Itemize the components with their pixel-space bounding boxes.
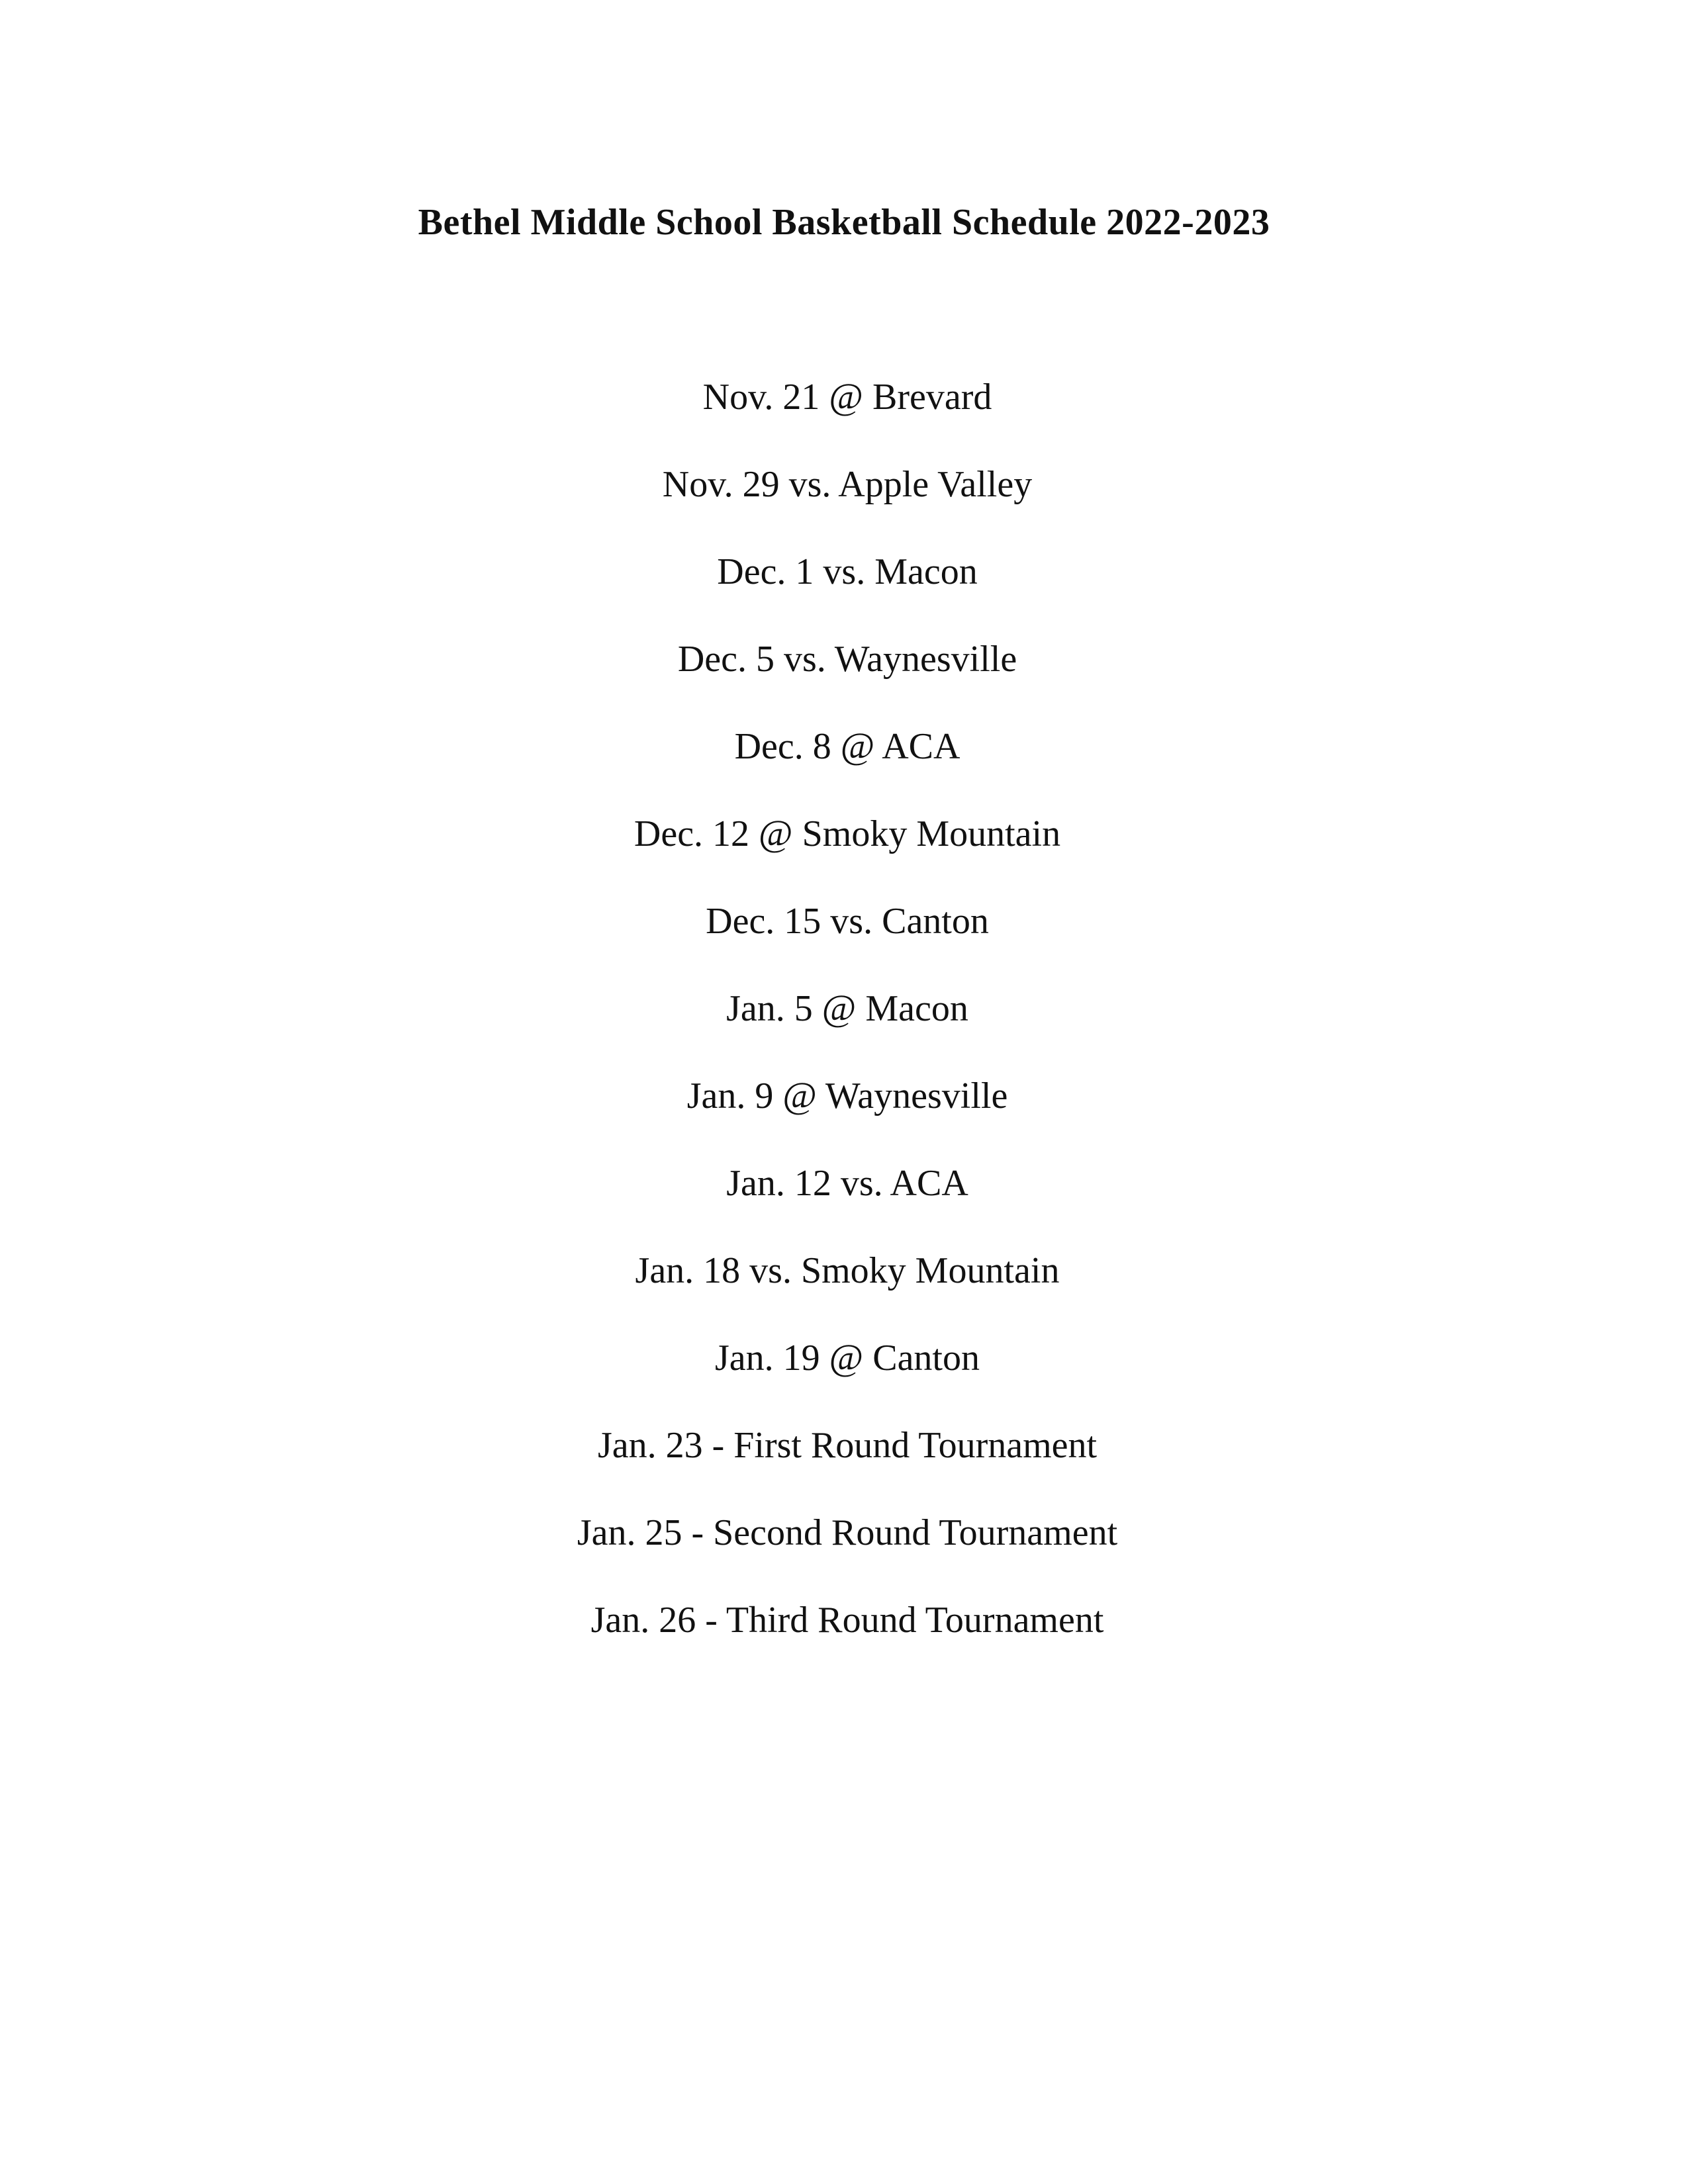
schedule-item: Jan. 18 vs. Smoky Mountain <box>635 1250 1060 1291</box>
schedule-item: Jan. 12 vs. ACA <box>726 1163 968 1204</box>
schedule-item: Dec. 5 vs. Waynesville <box>677 639 1017 680</box>
schedule-item: Nov. 21 @ Brevard <box>702 377 992 418</box>
schedule-item: Dec. 1 vs. Macon <box>717 551 978 592</box>
schedule-item: Jan. 26 - Third Round Tournament <box>590 1600 1104 1641</box>
page-title: Bethel Middle School Basketball Schedule 2022-2023 <box>418 202 1270 243</box>
schedule-item: Jan. 23 - First Round Tournament <box>597 1425 1098 1466</box>
schedule-item: Jan. 25 - Second Round Tournament <box>577 1512 1118 1553</box>
schedule-item: Dec. 12 @ Smoky Mountain <box>633 813 1061 854</box>
schedule-item: Dec. 15 vs. Canton <box>706 901 989 942</box>
schedule-item: Jan. 19 @ Canton <box>715 1338 980 1379</box>
schedule-item: Nov. 29 vs. Apple Valley <box>662 464 1033 505</box>
schedule-list <box>0 371 1688 1681</box>
schedule-item: Dec. 8 @ ACA <box>734 726 961 767</box>
schedule-item: Jan. 9 @ Waynesville <box>686 1075 1008 1116</box>
schedule-item: Jan. 5 @ Macon <box>726 988 968 1029</box>
